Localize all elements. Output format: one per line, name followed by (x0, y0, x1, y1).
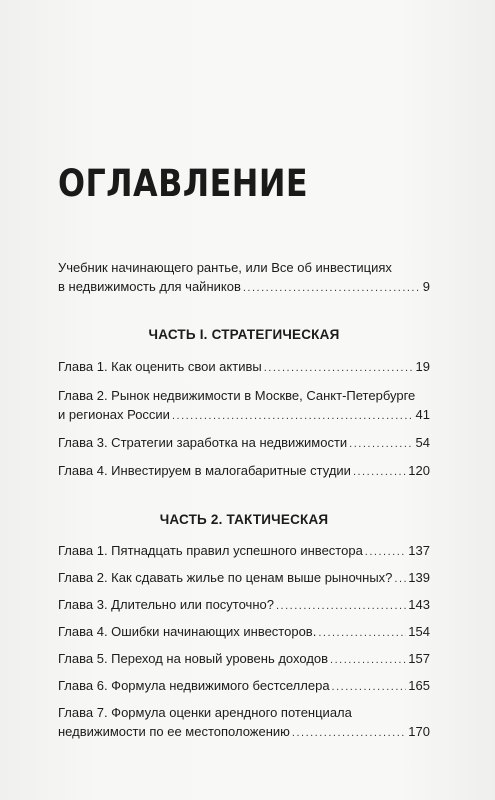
toc-entry (58, 433, 430, 454)
toc-entry-intro (58, 258, 430, 298)
page-number: 54 (415, 435, 430, 450)
toc-entry-text: в недвижимость для чайников (58, 279, 241, 294)
page-number: 165 (408, 678, 430, 693)
page-number: 139 (408, 570, 430, 585)
dot-leader (264, 359, 414, 378)
dot-leader (318, 624, 406, 643)
toc-entry-text: Глава 4. Инвестируем в малогабаритные студии (58, 463, 351, 478)
toc-entry-text: недвижимости по ее местоположению (58, 724, 290, 739)
toc-entry (58, 595, 430, 616)
dot-leader (332, 678, 407, 697)
page-number: 41 (415, 407, 430, 422)
toc-entry-text: Глава 4. Ошибки начинающих инвесторов. (58, 624, 317, 639)
dot-leader (394, 570, 406, 589)
toc-entry-text: Глава 3. Стратегии заработка на недвижимости (58, 435, 348, 450)
toc-entry (58, 622, 430, 643)
dot-leader (276, 597, 406, 616)
page-number: 9 (422, 279, 430, 294)
toc-entry (58, 703, 430, 743)
toc-entry (58, 461, 430, 482)
toc-entry (58, 541, 430, 562)
dot-leader (365, 543, 407, 562)
dot-leader (330, 651, 406, 670)
dot-leader (349, 435, 413, 454)
toc-entry (58, 676, 430, 697)
dot-leader (172, 407, 414, 426)
page-number: 120 (408, 463, 430, 478)
toc-entry-text: Глава 1. Как оценить свои активы (58, 359, 262, 374)
toc-entry (58, 357, 430, 378)
part-heading: ЧАСТЬ 2. ТАКТИЧЕСКАЯ (159, 512, 329, 527)
toc-entry-text: Учебник начинающего рантье, или Все об инвестициях (58, 260, 392, 275)
page-number: 170 (408, 724, 430, 739)
toc-entry (58, 386, 430, 426)
toc-entry-text: Глава 1. Пятнадцать правил успешного инвестора (58, 543, 363, 558)
dot-leader (353, 463, 406, 482)
dot-leader (243, 279, 421, 298)
page-number: 19 (415, 359, 430, 374)
toc-entry-text: Глава 2. Как сдавать жилье по ценам выше рыночных? (58, 570, 393, 585)
toc-entry (58, 649, 430, 670)
toc-entry-text: Глава 3. Длительно или посуточно? (58, 597, 274, 612)
page-number: 154 (408, 624, 430, 639)
page-number: 137 (408, 543, 430, 558)
dot-leader (292, 724, 406, 743)
toc-entry-text: и регионах России (58, 407, 170, 422)
page-number: 157 (408, 651, 430, 666)
part-heading: ЧАСТЬ I. СТРАТЕГИЧЕСКАЯ (148, 327, 340, 342)
page-number: 143 (408, 597, 430, 612)
toc-entry-text: Глава 6. Формула недвижимого бестселлера (58, 678, 330, 693)
toc-entry-text: Глава 7. Формула оценки арендного потенциала (58, 705, 352, 720)
page-title: ОГЛАВЛЕНИЕ (58, 162, 309, 205)
toc-entry (58, 568, 430, 589)
toc-entry-text: Глава 2. Рынок недвижимости в Москве, Санкт-Петербурге (58, 388, 416, 403)
toc-entry-text: Глава 5. Переход на новый уровень доходов (58, 651, 329, 666)
